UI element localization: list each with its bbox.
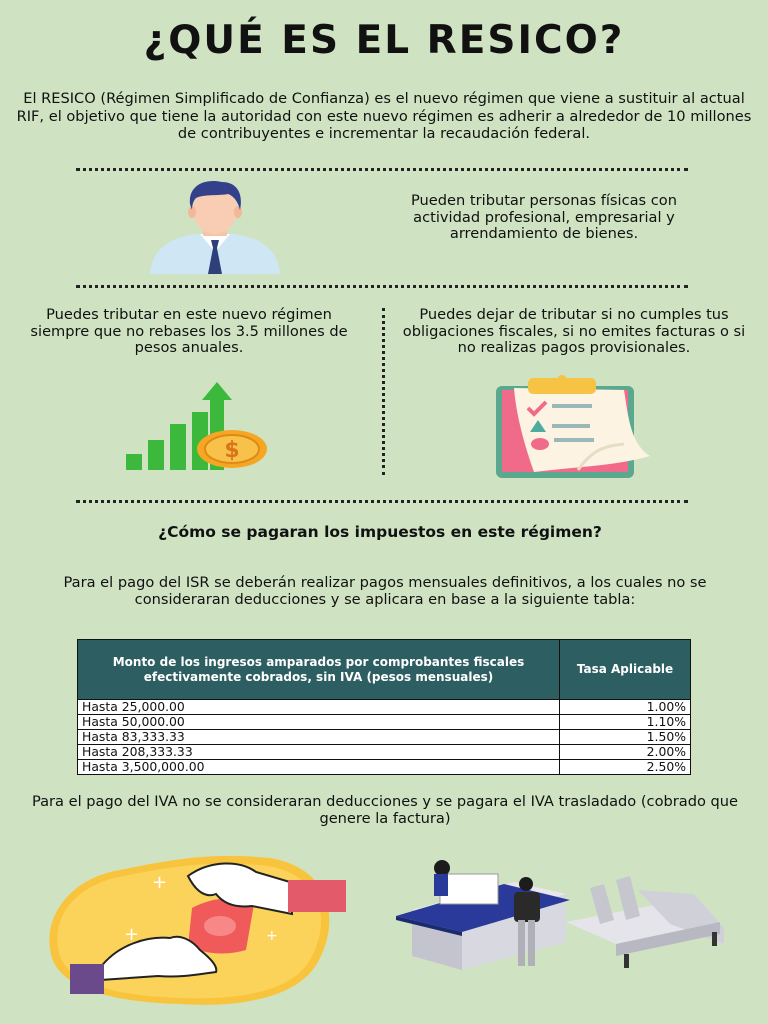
table-header-row	[78, 640, 691, 700]
table-row	[78, 760, 691, 775]
table-row	[78, 745, 691, 760]
isr-paragraph: Para el pago del ISR se deberán realizar pagos mensuales definitivos, a los cuales no se consideraran deducciones y se aplicara en base a la siguiente tabla:	[63, 574, 707, 608]
intro-paragraph: El RESICO (Régimen Simplificado de Confianza) es el nuevo régimen que viene a sustituir al actual RIF, el objetivo que tiene la autoridad con este nuevo régimen es adherir a alrededor de 10 millones de contribuyentes e incrementar la recaudación federal.	[16, 90, 752, 142]
table-cell-rate: 1.50%	[560, 730, 691, 745]
svg-text:+: +	[266, 928, 278, 944]
hands-exchanging-money-icon	[40, 848, 350, 1008]
table-cell-rate: 1.10%	[560, 715, 691, 730]
table-cell-amount: Hasta 208,333.33	[78, 745, 560, 760]
persons-text: Pueden tributar personas físicas con actividad profesional, empresarial y arrendamiento de bienes.	[411, 192, 677, 242]
table-cell-rate: 1.00%	[560, 700, 691, 715]
table-row	[78, 715, 691, 730]
svg-text:+: +	[152, 872, 168, 893]
divider	[76, 500, 688, 503]
isr-rate-table	[77, 639, 691, 775]
table-cell-rate: 2.50%	[560, 760, 691, 775]
table-cell-amount: Hasta 25,000.00	[78, 700, 560, 715]
table-cell-amount: Hasta 83,333.33	[78, 730, 560, 745]
section-subtitle: ¿Cómo se pagaran los impuestos en este régimen?	[158, 523, 602, 541]
table-cell-amount: Hasta 50,000.00	[78, 715, 560, 730]
page-title: ¿QUÉ ES EL RESICO?	[143, 18, 625, 63]
clipboard-checklist-icon	[494, 374, 654, 480]
iva-paragraph: Para el pago del IVA no se consideraran deducciones y se pagara el IVA trasladado (cobrado que genere la factura)	[31, 793, 739, 827]
divider	[76, 285, 688, 288]
service-counter-scene-icon	[394, 860, 728, 978]
table-header-amount: Monto de los ingresos amparados por comprobantes fiscales efectivamente cobrados, sin IVA (pesos mensuales)	[78, 640, 560, 700]
exit-conditions-text: Puedes dejar de tributar si no cumples tus obligaciones fiscales, si no emites facturas o si no realizas pagos provisionales.	[402, 306, 746, 356]
divider	[76, 168, 688, 171]
limit-text: Puedes tributar en este nuevo régimen siempre que no rebases los 3.5 millones de pesos anuales.	[30, 306, 348, 356]
table-row	[78, 700, 691, 715]
table-cell-rate: 2.00%	[560, 745, 691, 760]
table-cell-amount: Hasta 3,500,000.00	[78, 760, 560, 775]
coin-dollar-icon: $	[224, 438, 240, 463]
table-header-rate: Tasa Aplicable	[560, 640, 691, 700]
svg-text:+: +	[124, 924, 140, 945]
growth-chart-coin-icon	[124, 382, 270, 472]
businessman-icon	[148, 180, 282, 274]
table-row	[78, 730, 691, 745]
vertical-divider	[382, 308, 385, 475]
